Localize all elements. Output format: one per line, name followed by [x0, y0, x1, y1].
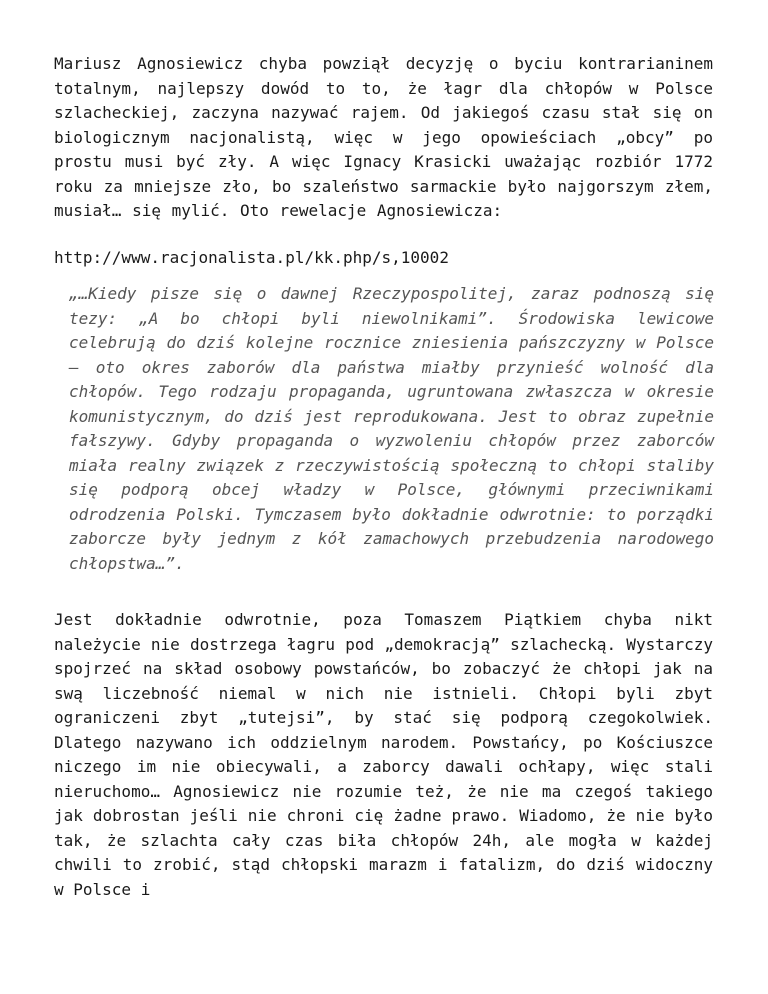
response-paragraph: Jest dokładnie odwrotnie, poza Tomaszem Piątkiem chyba nikt należycie nie dostrzega łagru pod „demokracją” szlachecką. Wystarczy spojrzeć na skład osobowy powstańców, bo zobaczyć że chłopi jak na swą liczebność niemal w nich nie istnieli. Chłopi byli zbyt ograniczeni zbyt „tutejsi”, by stać się podporą czegokolwiek. Dlatego nazywano ich oddzielnym narodem. Powstańcy, po Kościuszce niczego im nie obiecywali, a zaborcy dawali ochłapy, więc stali nieruchomo… Agnosiewicz nie rozumie też, że nie ma czegoś takiego jak dobrostan jeśli nie chroni cię żadne prawo. Wiadomo, że nie było tak, że szlachta cały czas biła chłopów 24h, ale mogła w każdej chwili to zrobić, stąd chłopski marazm i fatalizm, do dziś widoczny w Polsce i [54, 610, 713, 899]
article-body [54, 52, 713, 902]
intro-paragraph: Mariusz Agnosiewicz chyba powziął decyzję o byciu kontrarianinem totalnym, najlepszy dowód to to, że łagr dla chłopów w Polsce szlacheckiej, zaczyna nazywać rajem. Od jakiegoś czasu stał się on biologicznym nacjonalistą, więc w jego opowieściach „obcy” po prostu musi być zły. A więc Ignacy Krasicki uważając rozbiór 1772 roku za mniejsze zło, bo szaleństwo sarmackie było najgorszym złem, musiał… się mylić. Oto rewelacje Agnosiewicza: [54, 54, 713, 220]
quoted-excerpt: „…Kiedy pisze się o dawnej Rzeczypospolitej, zaraz podnoszą się tezy: „A bo chłopi byli niewolnikami”. Środowiska lewicowe celebrują do dziś kolejne rocznice zniesienia pańszczyzny w Polsce – oto okres zaborów dla państwa miałby przynieść wolność dla chłopów. Tego rodzaju propaganda, ugruntowana zwłaszcza w okresie komunistycznym, do dziś jest reprodukowana. Jest to obraz zupełnie fałszywy. Gdyby propaganda o wyzwoleniu chłopów przez zaborców miała realny związek z rzeczywistością społeczną to chłopi staliby się podporą obcej władzy w Polsce, głównymi przeciwnikami odrodzenia Polski. Tymczasem było dokładnie odwrotnie: to porządki zaborcze były jednym z kół zamachowych przebudzenia narodowego chłopstwa…”. [69, 284, 714, 573]
source-link[interactable]: http://www.racjonalista.pl/kk.php/s,10002 [54, 247, 449, 267]
